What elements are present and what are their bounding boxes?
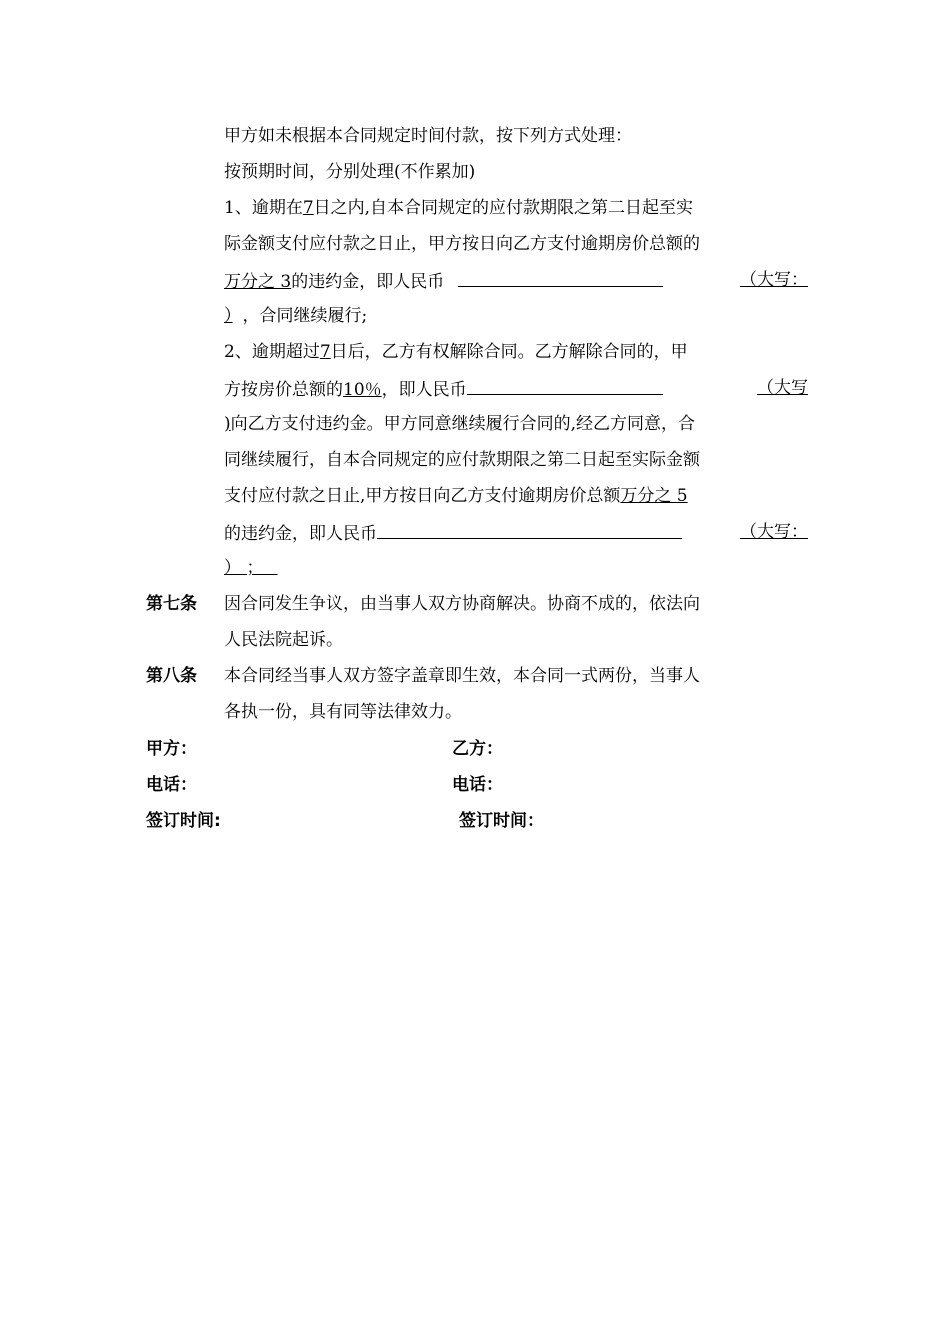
- item2-line3: [224, 412, 695, 436]
- article8-line2: 各执一份，具有同等法律效力。: [224, 702, 462, 722]
- article7-line1: 因合同发生争议，由当事人双方协商解决。协商不成的，依法向: [224, 594, 700, 614]
- item2-line5-text: 支付应付款之日止,甲方按日向乙方支付逾期房价总额: [224, 486, 621, 506]
- article8-line1: 本合同经当事人双方签字盖章即生效，本合同一式两份，当事人: [224, 666, 700, 686]
- article7-line2: 人民法院起诉。: [224, 630, 343, 650]
- party-a-label: 甲方：: [146, 739, 197, 759]
- item1-line2: 际金额支付应付款之日止，甲方按日向乙方支付逾期房价总额的: [224, 234, 700, 254]
- item1-days: 7: [302, 198, 314, 218]
- item2-line1-rest: 日后，乙方有权解除合同。乙方解除合同的，甲: [330, 342, 688, 362]
- item2-days: 7: [319, 342, 331, 362]
- item2-rate: 万分之 5: [620, 486, 688, 506]
- item2-line2: [224, 376, 808, 402]
- item2-line4: 同继续履行，自本合同规定的应付款期限之第二日起至实际金额: [224, 450, 700, 470]
- item2-line3-rest: 向乙方支付违约金。甲方同意继续履行合同的,经乙方同意，合: [230, 414, 696, 434]
- item2-amount-blank: [467, 376, 663, 395]
- payment-intro: 甲方如未根据本合同规定时间付款，按下列方式处理：: [224, 126, 632, 146]
- item1-daxie: （大写：: [740, 270, 808, 290]
- item1-line4: [224, 304, 367, 328]
- article7-label: 第七条: [146, 594, 197, 614]
- item2-daxie2: （大写：: [740, 522, 808, 542]
- sign-date-b-label: 签订时间：: [459, 811, 544, 831]
- item2-rmb-text: ，即人民币: [381, 380, 467, 400]
- item2-daxie: （大写: [757, 378, 808, 398]
- phone-b-label: 电话：: [452, 775, 503, 795]
- item2-line7: [224, 556, 278, 580]
- item2-line1: [224, 340, 688, 364]
- item2-penalty-text: 的违约金，即人民币: [224, 524, 377, 544]
- item1-continue-text: ，合同继续履行;: [242, 306, 368, 326]
- article8-label: 第八条: [146, 666, 197, 686]
- item1-daxie-close: ）: [224, 306, 233, 326]
- item2-percent: 10％: [343, 380, 382, 400]
- item1-line3: [224, 268, 808, 294]
- item1-penalty-text: 的违约金，即人民币: [291, 272, 445, 292]
- item2-line5: [224, 484, 688, 508]
- sign-date-a-label: 签订时间:: [146, 811, 221, 831]
- item1-prefix: 1、逾期在: [224, 198, 303, 218]
- item1-amount-blank: [458, 268, 663, 287]
- phone-a-label: 电话：: [146, 775, 197, 795]
- item2-line6: [224, 520, 808, 546]
- item2-amount2-blank: [377, 520, 682, 539]
- item1-line1: [224, 196, 693, 220]
- party-b-label: 乙方：: [452, 739, 503, 759]
- payment-mode: 按预期时间，分别处理(不作累加): [224, 162, 476, 182]
- item1-rate: 万分之 3: [224, 272, 292, 292]
- item2-prefix: 2、逾期超过: [224, 342, 320, 362]
- item2-total-text: 方按房价总额的: [224, 380, 343, 400]
- item2-daxie2-close: ）；: [224, 558, 278, 578]
- item1-line1-rest: 日之内,自本合同规定的应付款期限之第二日起至实: [313, 198, 694, 218]
- item2-daxie-close: ): [224, 414, 231, 434]
